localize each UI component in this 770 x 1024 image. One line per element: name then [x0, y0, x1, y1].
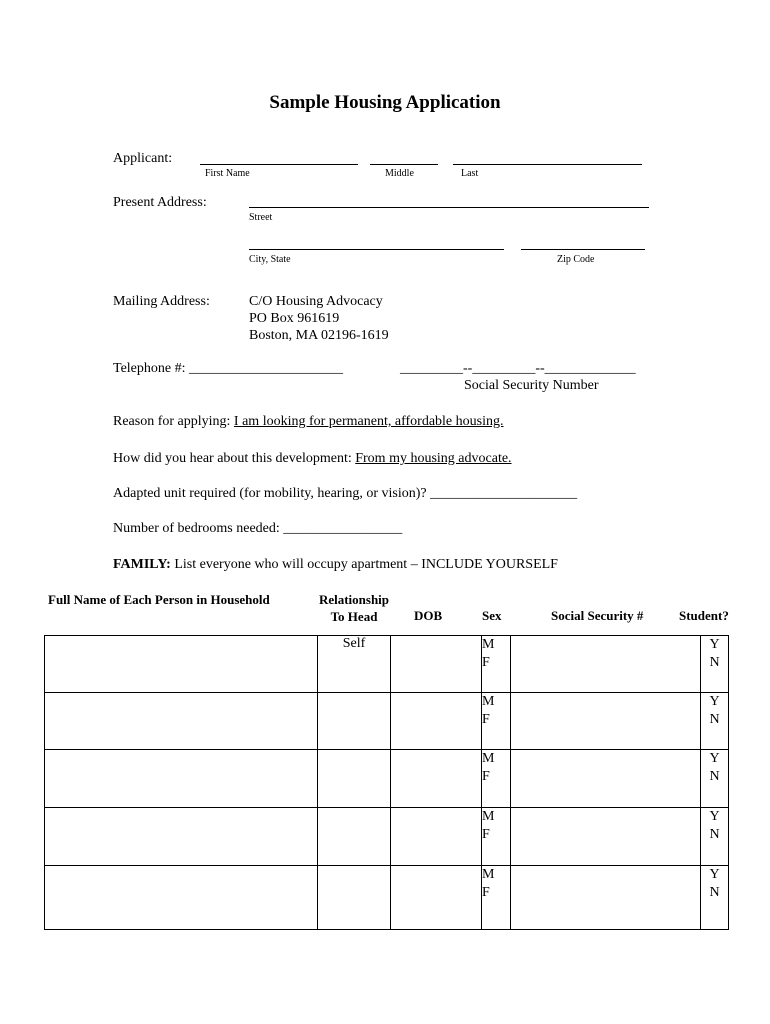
present-address-label: Present Address:	[113, 195, 207, 210]
header-student: Student?	[679, 608, 729, 623]
household-table	[44, 635, 729, 930]
student-y[interactable]: Y	[709, 867, 720, 882]
student-cell[interactable]	[701, 750, 729, 808]
ssn-cell[interactable]	[511, 636, 701, 693]
student-n[interactable]: N	[709, 885, 720, 900]
last-caption: Last	[461, 168, 479, 179]
dob-cell[interactable]	[391, 750, 482, 808]
sex-f[interactable]: F	[482, 885, 490, 900]
name-cell[interactable]	[45, 808, 318, 866]
form-title: Sample Housing Application	[269, 92, 501, 113]
header-sex: Sex	[482, 608, 502, 623]
student-cell[interactable]	[701, 866, 729, 930]
relationship-cell[interactable]	[318, 693, 391, 750]
ssn-caption: Social Security Number	[464, 378, 599, 393]
sex-f[interactable]: F	[482, 712, 490, 727]
header-relationship-line2: To Head	[330, 609, 378, 624]
student-n[interactable]: N	[709, 769, 720, 784]
ssn-cell[interactable]	[511, 693, 701, 750]
header-relationship-line1: Relationship	[318, 592, 390, 607]
middle-caption: Middle	[385, 168, 414, 179]
sex-cell[interactable]	[482, 693, 511, 750]
header-full-name: Full Name of Each Person in Household	[48, 592, 270, 607]
zip-code-caption: Zip Code	[557, 254, 595, 265]
student-y[interactable]: Y	[709, 694, 720, 709]
ssn-field[interactable]: _________--_________--_____________	[400, 361, 636, 376]
table-row	[45, 808, 729, 866]
student-cell[interactable]	[701, 693, 729, 750]
sex-f[interactable]: F	[482, 769, 490, 784]
name-cell[interactable]	[45, 866, 318, 930]
hear-value[interactable]: From my housing advocate.	[355, 451, 512, 466]
dob-cell[interactable]	[391, 636, 482, 693]
sex-f[interactable]: F	[482, 655, 490, 670]
dob-cell[interactable]	[391, 866, 482, 930]
street-caption: Street	[249, 212, 273, 223]
student-n[interactable]: N	[709, 827, 720, 842]
name-cell[interactable]	[45, 750, 318, 808]
name-cell[interactable]	[45, 693, 318, 750]
ssn-cell[interactable]	[511, 808, 701, 866]
zip-code-field[interactable]	[521, 249, 645, 250]
sex-m[interactable]: M	[482, 751, 495, 766]
street-field[interactable]	[249, 207, 649, 208]
bedrooms-field[interactable]: Number of bedrooms needed: _________________	[113, 521, 403, 536]
hear-row	[113, 451, 512, 467]
student-y[interactable]: Y	[709, 809, 720, 824]
sex-f[interactable]: F	[482, 827, 490, 842]
mailing-address-label: Mailing Address:	[113, 294, 210, 309]
sex-m[interactable]: M	[482, 694, 495, 709]
table-row	[45, 693, 729, 750]
first-name-field[interactable]	[200, 164, 358, 165]
relationship-cell[interactable]	[318, 866, 391, 930]
sex-m[interactable]: M	[482, 809, 495, 824]
dob-cell[interactable]	[391, 808, 482, 866]
relationship-cell[interactable]	[318, 636, 391, 693]
student-cell[interactable]	[701, 636, 729, 693]
table-row	[45, 750, 729, 808]
sex-cell[interactable]	[482, 636, 511, 693]
student-cell[interactable]	[701, 808, 729, 866]
mailing-address-line1: C/O Housing Advocacy	[249, 294, 383, 309]
family-label: FAMILY:	[113, 557, 171, 572]
table-row	[45, 636, 729, 693]
student-n[interactable]: N	[709, 712, 720, 727]
header-relationship	[310, 592, 398, 625]
student-n[interactable]: N	[709, 655, 720, 670]
first-name-caption: First Name	[205, 168, 250, 179]
ssn-cell[interactable]	[511, 866, 701, 930]
sex-m[interactable]: M	[482, 637, 495, 652]
ssn-cell[interactable]	[511, 750, 701, 808]
reason-row	[113, 414, 503, 430]
telephone-field[interactable]: Telephone #: ______________________	[113, 361, 343, 376]
dob-cell[interactable]	[391, 693, 482, 750]
reason-label: Reason for applying:	[113, 414, 234, 429]
student-y[interactable]: Y	[709, 751, 720, 766]
sex-cell[interactable]	[482, 866, 511, 930]
reason-value[interactable]: I am looking for permanent, affordable housing.	[233, 414, 504, 429]
mailing-address-line3: Boston, MA 02196-1619	[249, 328, 389, 343]
applicant-label: Applicant:	[113, 151, 173, 166]
family-row	[113, 557, 558, 573]
adapted-unit-field[interactable]: Adapted unit required (for mobility, hearing, or vision)? _____________________	[113, 486, 578, 501]
header-dob: DOB	[414, 608, 443, 623]
sex-m[interactable]: M	[482, 867, 495, 882]
city-state-caption: City, State	[249, 254, 291, 265]
header-ssn: Social Security #	[551, 608, 644, 623]
sex-cell[interactable]	[482, 808, 511, 866]
student-y[interactable]: Y	[709, 637, 720, 652]
name-cell[interactable]	[45, 636, 318, 693]
relationship-cell[interactable]	[318, 750, 391, 808]
relationship-cell[interactable]	[318, 808, 391, 866]
mailing-address-line2: PO Box 961619	[249, 311, 340, 326]
sex-cell[interactable]	[482, 750, 511, 808]
hear-label: How did you hear about this development:	[113, 451, 356, 466]
city-state-field[interactable]	[249, 249, 504, 250]
relationship-value: Self	[342, 636, 366, 651]
table-row	[45, 866, 729, 930]
last-name-field[interactable]	[453, 164, 642, 165]
middle-name-field[interactable]	[370, 164, 438, 165]
family-instructions: List everyone who will occupy apartment – INCLUDE YOURSELF	[170, 557, 558, 572]
